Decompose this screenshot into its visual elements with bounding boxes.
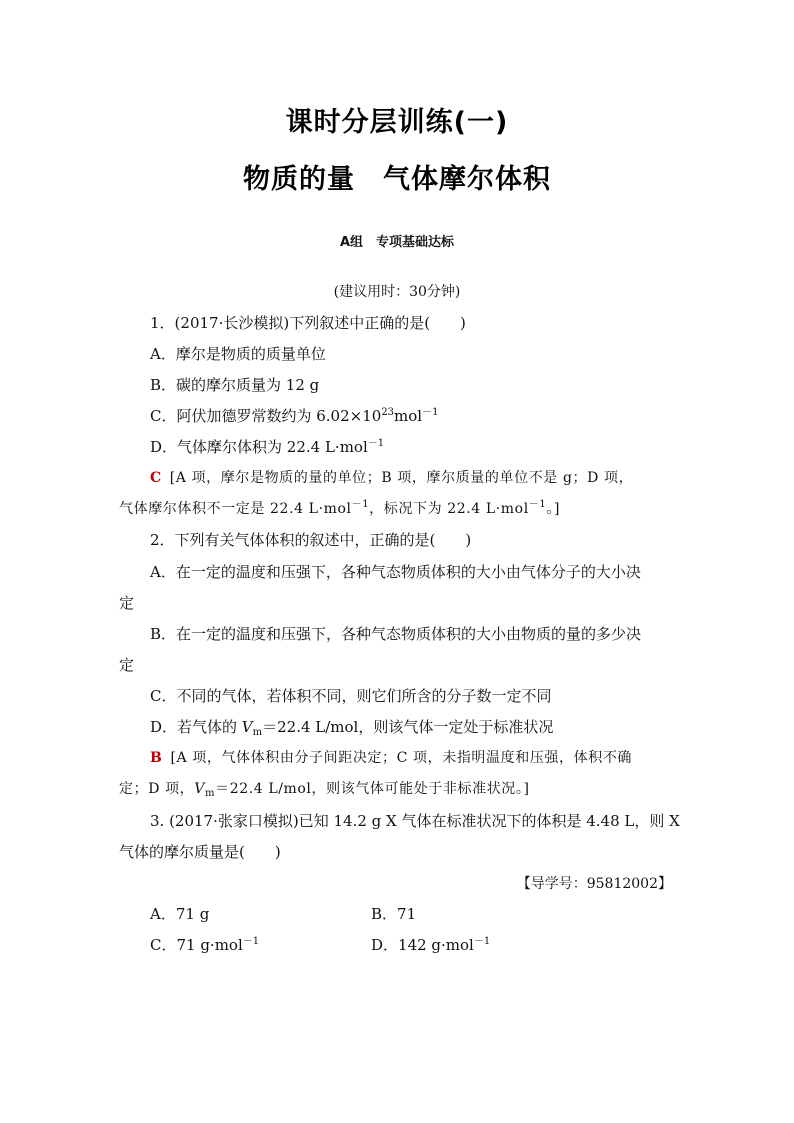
question-3-option-a: A．71 g <box>150 905 210 923</box>
question-1-answer-line-1 <box>150 468 633 488</box>
question-2-option-b-line-2: 定 <box>119 656 135 674</box>
subscript: m <box>252 727 263 738</box>
question-3-stem-line-2: 气体的摩尔质量是( ) <box>119 843 281 861</box>
answer-key: B <box>150 750 163 766</box>
question-2-option-b-line-1: B．在一定的温度和压强下，各种气态物质体积的大小由物质的量的多少决 <box>150 625 642 643</box>
question-3-stem-line-1: 3. (2017·张家口模拟)已知 14.2 g X 气体在标准状况下的体积是 4.48 L，则 X <box>150 812 680 830</box>
exponent: －1 <box>473 936 491 947</box>
question-2-answer-line-2 <box>119 779 530 799</box>
exponent: －1 <box>367 438 385 449</box>
question-1-option-c-text: C．阿伏加德罗常数约为 6.02×10 <box>150 407 382 425</box>
time-note: (建议用时：30分钟) <box>333 284 461 300</box>
option-text: ＝22.4 L/mol，则该气体一定处于标准状况 <box>262 718 554 736</box>
question-3-option-c <box>150 935 259 955</box>
exponent: －1 <box>422 407 439 418</box>
answer-text: ＝22.4 L/mol，则该气体可能处于非标准状况。] <box>215 781 530 797</box>
option-text: D．若气体的 <box>150 718 242 736</box>
reference-number: 【导学号：95812002】 <box>516 876 672 892</box>
question-2-stem: 2．下列有关气体体积的叙述中，正确的是( ) <box>150 531 472 549</box>
exponent: 23 <box>381 407 395 418</box>
question-2-option-d <box>150 717 553 737</box>
question-3-option-d <box>371 935 490 955</box>
page-title: 课时分层训练(一) <box>285 107 509 138</box>
question-2-option-a-line-2: 定 <box>119 594 135 612</box>
answer-text: 定；D 项， <box>119 781 195 797</box>
answer-text: ，标况下为 22.4 L·mol <box>369 501 529 517</box>
answer-key: C <box>150 470 162 486</box>
question-1-option-b: B．碳的摩尔质量为 12 g <box>150 376 320 394</box>
exponent: －1 <box>242 936 260 947</box>
question-1-answer-line-2 <box>119 499 560 519</box>
variable: V <box>241 718 253 736</box>
answer-text: [A 项，气体体积由分子间距决定；C 项，未指明温度和压强，体积不确 <box>170 750 633 766</box>
answer-text: 。] <box>546 501 561 517</box>
answer-text: 气体摩尔体积不一定是 22.4 L·mol <box>119 501 352 517</box>
question-1-option-c <box>150 406 438 426</box>
section-heading: A组 专项基础达标 <box>339 235 455 250</box>
question-1-stem: 1．(2017·长沙模拟)下列叙述中正确的是( ) <box>150 314 466 332</box>
answer-text: [A 项，摩尔是物质的量的单位；B 项，摩尔质量的单位不是 g；D 项， <box>169 470 634 486</box>
question-2-option-c: C．不同的气体，若体积不同，则它们所含的分子数一定不同 <box>150 687 552 705</box>
exponent: －1 <box>528 499 547 510</box>
option-text: C．71 g·mol <box>150 936 243 954</box>
variable: V <box>194 781 205 797</box>
question-2-answer-line-1 <box>150 748 632 768</box>
option-text: D．142 g·mol <box>371 936 474 954</box>
subscript: m <box>205 788 216 799</box>
exponent: －1 <box>351 499 370 510</box>
question-3-option-b: B．71 <box>371 905 417 923</box>
page-subtitle: 物质的量 气体摩尔体积 <box>243 164 551 195</box>
question-1-option-d-text: D．气体摩尔体积为 22.4 L·mol <box>150 438 368 456</box>
question-2-option-a-line-1: A．在一定的温度和压强下，各种气态物质体积的大小由气体分子的大小决 <box>150 563 641 581</box>
question-1-option-d <box>150 437 384 457</box>
question-1-option-a: A．摩尔是物质的质量单位 <box>150 345 326 363</box>
unit: mol <box>394 407 423 425</box>
